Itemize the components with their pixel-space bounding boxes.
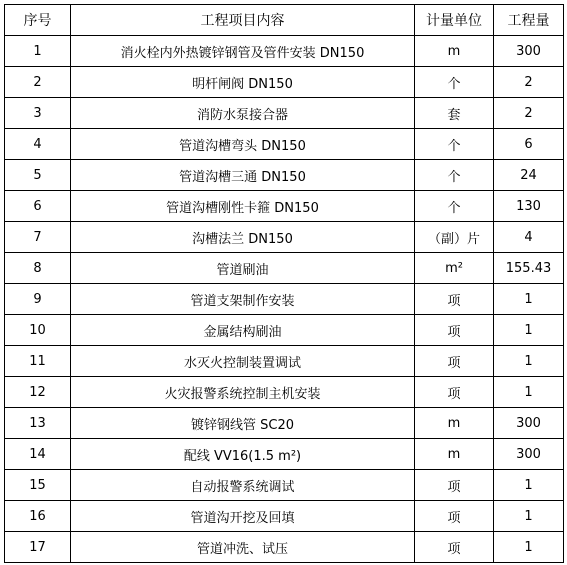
- row-item: 管道沟槽弯头 DN150: [71, 129, 415, 160]
- row-item: 管道沟槽刚性卡箍 DN150: [71, 191, 415, 222]
- row-index: 13: [5, 408, 71, 439]
- table-row: [5, 532, 564, 563]
- row-item: 管道沟槽三通 DN150: [71, 160, 415, 191]
- table-row: [5, 470, 564, 501]
- row-index: 10: [5, 315, 71, 346]
- row-item: 火灾报警系统控制主机安装: [71, 377, 415, 408]
- row-quantity: 1: [494, 284, 564, 315]
- row-index: 2: [5, 67, 71, 98]
- row-item: 管道冲洗、试压: [71, 532, 415, 563]
- table-row: [5, 67, 564, 98]
- row-quantity: 300: [494, 439, 564, 470]
- header-quantity: 工程量: [494, 5, 564, 36]
- row-quantity: 2: [494, 98, 564, 129]
- row-unit: 个: [415, 160, 494, 191]
- row-quantity: 130: [494, 191, 564, 222]
- row-item: 水灭火控制装置调试: [71, 346, 415, 377]
- row-quantity: 1: [494, 346, 564, 377]
- table-row: [5, 129, 564, 160]
- row-unit: 个: [415, 67, 494, 98]
- row-index: 7: [5, 222, 71, 253]
- header-index: 序号: [5, 5, 71, 36]
- row-unit: 套: [415, 98, 494, 129]
- row-unit: 个: [415, 129, 494, 160]
- row-quantity: 1: [494, 532, 564, 563]
- row-unit: 项: [415, 315, 494, 346]
- row-item: 消火栓内外热镀锌钢管及管件安装 DN150: [71, 36, 415, 67]
- row-unit: 项: [415, 284, 494, 315]
- row-item: 管道沟开挖及回填: [71, 501, 415, 532]
- row-item: 管道刷油: [71, 253, 415, 284]
- row-quantity: 1: [494, 377, 564, 408]
- row-index: 3: [5, 98, 71, 129]
- row-index: 17: [5, 532, 71, 563]
- table-row: [5, 346, 564, 377]
- header-unit: 计量单位: [415, 5, 494, 36]
- row-quantity: 155.43: [494, 253, 564, 284]
- row-quantity: 4: [494, 222, 564, 253]
- table-body: [5, 36, 564, 563]
- table-row: [5, 377, 564, 408]
- row-item: 明杆闸阀 DN150: [71, 67, 415, 98]
- row-unit: 项: [415, 470, 494, 501]
- row-index: 15: [5, 470, 71, 501]
- row-item: 镀锌钢线管 SC20: [71, 408, 415, 439]
- table-row: [5, 284, 564, 315]
- row-unit: 项: [415, 346, 494, 377]
- row-item: 消防水泵接合器: [71, 98, 415, 129]
- row-index: 11: [5, 346, 71, 377]
- row-unit: m²: [415, 253, 494, 284]
- table-row: [5, 160, 564, 191]
- table-row: [5, 191, 564, 222]
- row-unit: m: [415, 36, 494, 67]
- row-item: 沟槽法兰 DN150: [71, 222, 415, 253]
- table-row: [5, 222, 564, 253]
- row-quantity: 1: [494, 501, 564, 532]
- row-index: 9: [5, 284, 71, 315]
- table-row: [5, 315, 564, 346]
- row-quantity: 300: [494, 408, 564, 439]
- row-unit: m: [415, 408, 494, 439]
- row-index: 5: [5, 160, 71, 191]
- row-index: 4: [5, 129, 71, 160]
- table-row: [5, 501, 564, 532]
- row-item: 自动报警系统调试: [71, 470, 415, 501]
- row-index: 12: [5, 377, 71, 408]
- row-unit: 项: [415, 532, 494, 563]
- row-index: 1: [5, 36, 71, 67]
- table-row: [5, 36, 564, 67]
- row-item: 管道支架制作安装: [71, 284, 415, 315]
- header-item: 工程项目内容: [71, 5, 415, 36]
- row-item: 金属结构刷油: [71, 315, 415, 346]
- row-quantity: 300: [494, 36, 564, 67]
- row-quantity: 6: [494, 129, 564, 160]
- table-row: [5, 98, 564, 129]
- row-quantity: 1: [494, 470, 564, 501]
- table-row: [5, 253, 564, 284]
- row-unit: 项: [415, 501, 494, 532]
- table-header-row: [5, 5, 564, 36]
- row-index: 16: [5, 501, 71, 532]
- row-unit: m: [415, 439, 494, 470]
- table-row: [5, 439, 564, 470]
- row-quantity: 24: [494, 160, 564, 191]
- row-quantity: 1: [494, 315, 564, 346]
- row-unit: 个: [415, 191, 494, 222]
- row-index: 6: [5, 191, 71, 222]
- row-unit: 项: [415, 377, 494, 408]
- table-row: [5, 408, 564, 439]
- quantity-table-container: [4, 4, 564, 563]
- row-index: 8: [5, 253, 71, 284]
- row-index: 14: [5, 439, 71, 470]
- row-item: 配线 VV16(1.5 m²): [71, 439, 415, 470]
- quantity-table: [4, 4, 564, 563]
- row-unit: （副）片: [415, 222, 494, 253]
- row-quantity: 2: [494, 67, 564, 98]
